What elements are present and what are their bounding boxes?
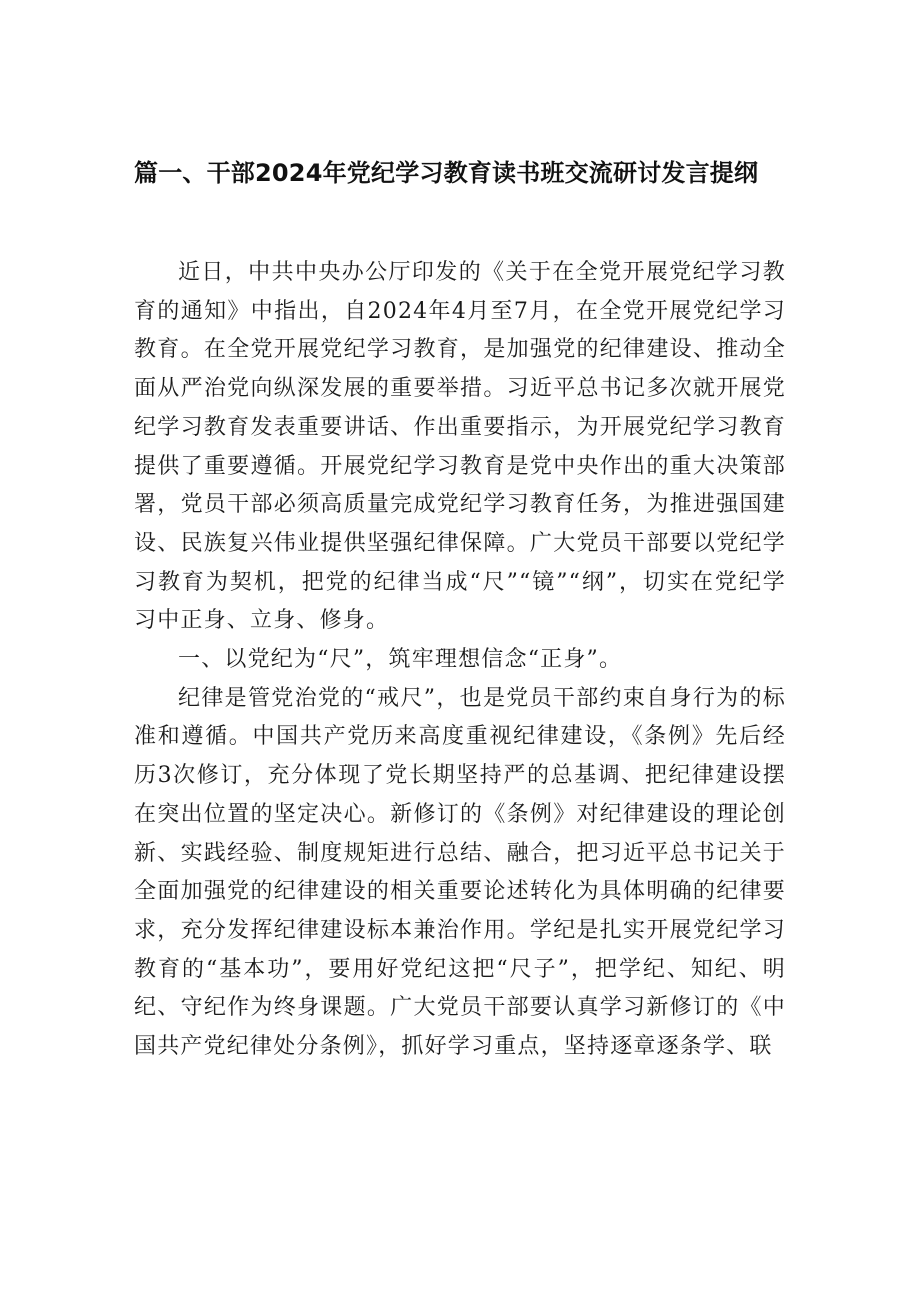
paragraph-section-1: 纪律是管党治党的“戒尺”，也是党员干部约束自身行为的标准和遵循。中国共产党历来高度重视纪律建设，《条例》先后经历3次修订，充分体现了党长期坚持严的总基调、把纪律建设摆在突出位置的坚定决心。新修订的《条例》对纪律建设的理论创新、实践经验、制度规矩进行总结、融合，把习近平总书记关于全面加强党的纪律建设的相关重要论述转化为具体明确的纪律要求，充分发挥纪律建设标本兼治作用。学纪是扎实开展党纪学习教育的“基本功”，要用好党纪这把“尺子”，把学纪、知纪、明纪、守纪作为终身课题。广大党员干部要认真学习新修订的《中国共产党纪律处分条例》，抓好学习重点，坚持逐章逐条学、联 [134, 685, 786, 1060]
section-heading-1: 一、以党纪为“尺”，筑牢理想信念“正身”。 [178, 647, 623, 673]
paragraph-intro: 近日，中共中央办公厅印发的《关于在全党开展党纪学习教育的通知》中指出，自2024年4月至7月，在全党开展党纪学习教育。在全党开展党纪学习教育，是加强党的纪律建设、推动全面从严治党向纵深发展的重要举措。习近平总书记多次就开展党纪学习教育发表重要讲话、作出重要指示，为开展党纪学习教育提供了重要遵循。开展党纪学习教育是党中央作出的重大决策部署，党员干部必须高质量完成党纪学习教育任务，为推进强国建设、民族复兴伟业提供坚强纪律保障。广大党员干部要以党纪学习教育为契机，把党的纪律当成“尺”“镜”“纲”，切实在党纪学习中正身、立身、修身。 [134, 260, 786, 634]
document-title: 篇一、干部2024年党纪学习教育读书班交流研讨发言提纲 [134, 159, 759, 187]
document-body [134, 254, 786, 1067]
